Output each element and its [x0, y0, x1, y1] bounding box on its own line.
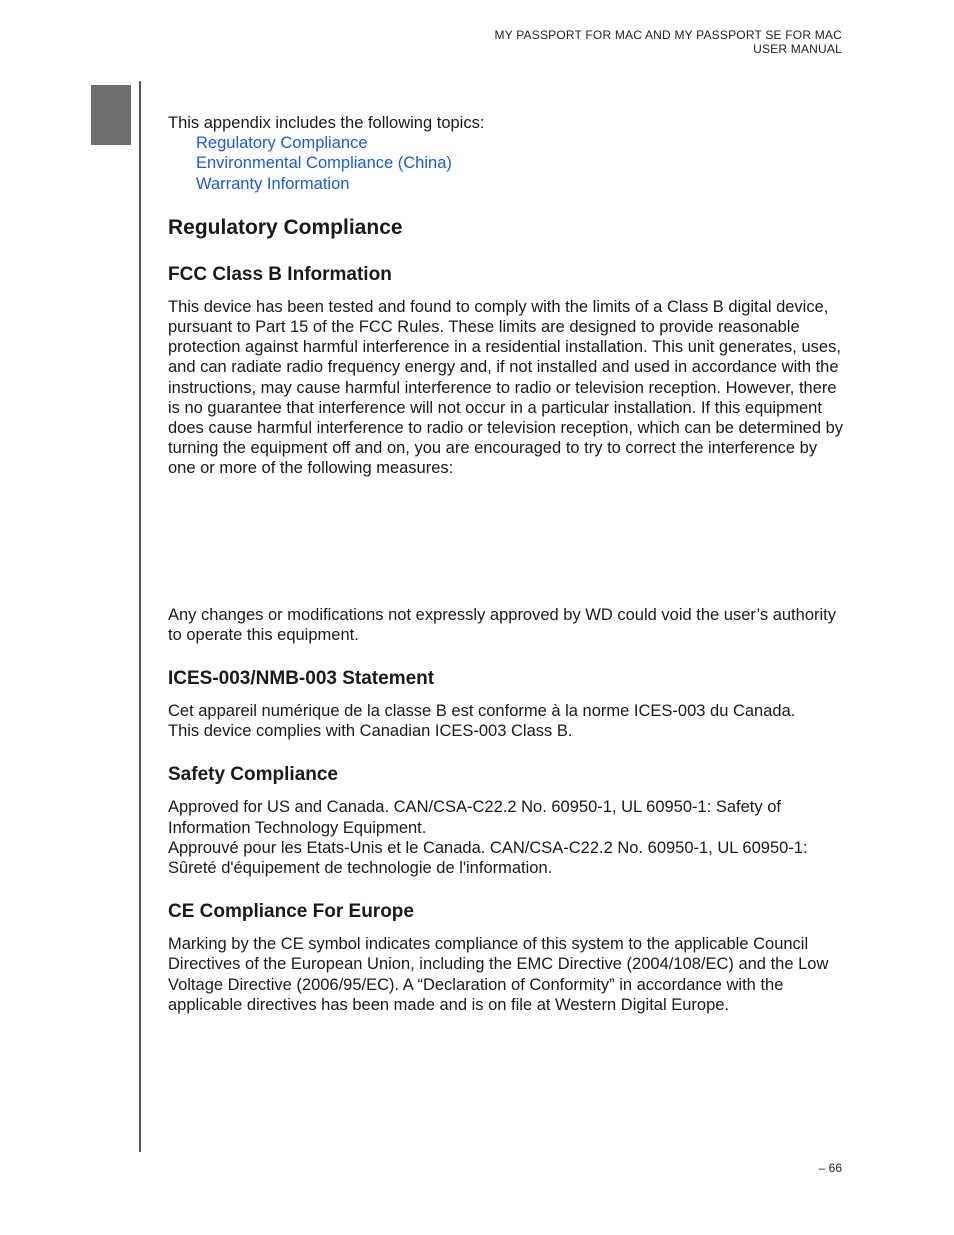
fcc-body: This device has been tested and found to comply with the limits of a Class B digital device, pursuant to Part 15 of the FCC Rules. These limits are designed to provide reasonable protection against harmful interference in a residential installation. This unit generates, uses, and can radiate radio frequency energy and, if not installed and used in accordance with the instructions, may cause harmful interference to radio or television reception. However, there is no guarantee that interference will not occur in a particular installation. If this equipment does cause harmful interference to radio or television reception, which can be determined by turning the equipment off and on, you are encouraged to try to correct the interference by one or more of the following measures:: [168, 297, 844, 478]
header-title: MY PASSPORT FOR MAC AND MY PASSPORT SE FOR MAC: [494, 28, 842, 42]
ices-english: This device complies with Canadian ICES-003 Class B.: [168, 722, 573, 741]
section-title-regulatory: Regulatory Compliance: [168, 215, 403, 239]
running-header: [495, 28, 843, 56]
link-regulatory-compliance[interactable]: Regulatory Compliance: [196, 134, 368, 153]
chapter-tab: [91, 85, 131, 145]
topic-list: [196, 133, 848, 194]
fcc-changes: Any changes or modifications not expressly approved by WD could void the user’s authority to operate this equipment.: [168, 605, 836, 644]
link-warranty-information[interactable]: Warranty Information: [196, 174, 350, 193]
ce-body: Marking by the CE symbol indicates compliance of this system to the applicable Council Directives of the European Union, including the EMC Directive (2004/108/EC) and the Low Voltage Directive (2006/95/EC). A “Declaration of Conformity” in accordance with the applicable directives has been made and is on file at Western Digital Europe.: [168, 935, 829, 1014]
heading-safety: Safety Compliance: [168, 764, 338, 786]
margin-rule: [139, 81, 141, 1152]
page-content: [168, 113, 848, 1015]
safety-english: Approved for US and Canada. CAN/CSA-C22.2 No. 60950-1, UL 60950-1: Safety of Information Technology Equipment.: [168, 798, 781, 837]
topic-item: [196, 133, 848, 153]
safety-french: Approuvé pour les Etats-Unis et le Canada. CAN/CSA-C22.2 No. 60950-1, UL 60950-1: Sûreté d'équipement de technologie de l'information.: [168, 838, 808, 878]
page-number: – 66: [818, 1161, 842, 1175]
topic-item: [196, 174, 848, 194]
blank-area: [168, 479, 848, 605]
heading-ce: CE Compliance For Europe: [168, 901, 414, 923]
topic-item: [196, 153, 848, 173]
heading-fcc: FCC Class B Information: [168, 263, 392, 285]
link-environmental-compliance[interactable]: Environmental Compliance (China): [196, 154, 452, 173]
intro-text: This appendix includes the following topics:: [168, 114, 485, 132]
ices-french: Cet appareil numérique de la classe B est conforme à la norme ICES-003 du Canada.: [168, 702, 796, 721]
header-subtitle: USER MANUAL: [753, 42, 842, 56]
heading-ices: ICES-003/NMB-003 Statement: [168, 668, 435, 690]
